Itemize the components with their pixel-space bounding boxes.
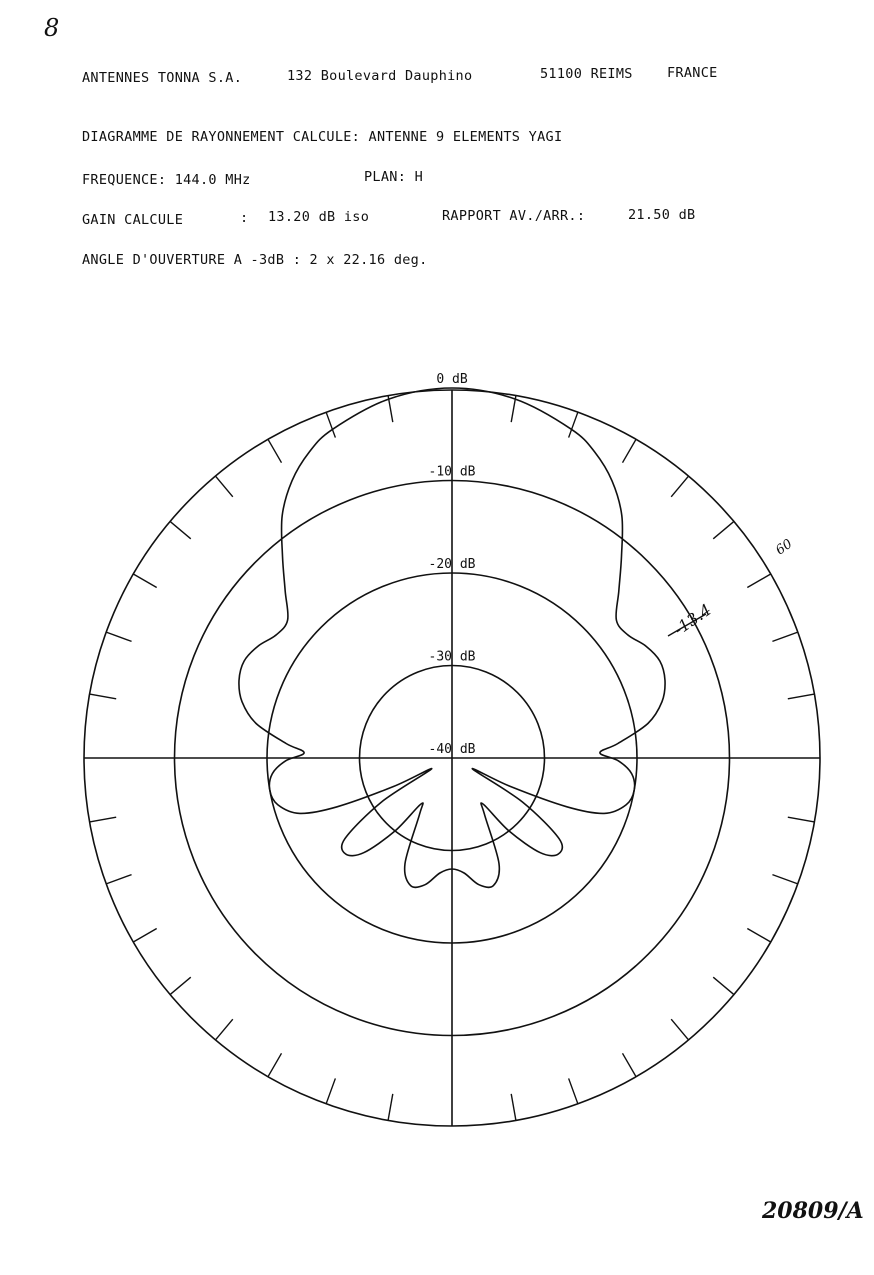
hand-level-note: -13.4 xyxy=(670,599,715,640)
company-country: FRANCE xyxy=(667,65,718,81)
ratio-value: 21.50 dB xyxy=(628,207,696,223)
gain-label: GAIN CALCULE xyxy=(82,212,184,228)
company-name: ANTENNES TONNA S.A. xyxy=(82,70,243,86)
beamwidth-text: ANGLE D'OUVERTURE A -3dB : 2 x 22.16 deg. xyxy=(82,252,428,268)
tick-60 xyxy=(747,574,770,588)
plane-text: PLAN: H xyxy=(364,169,423,185)
tick-210 xyxy=(268,1053,282,1076)
company-address: 132 Boulevard Dauphino xyxy=(287,68,473,84)
ring-label-30: -30 dB xyxy=(428,649,476,665)
company-city: 51100 REIMS xyxy=(540,66,633,82)
tick-190 xyxy=(388,1094,393,1121)
tick-300 xyxy=(133,574,156,588)
gain-separator: : xyxy=(240,210,249,226)
tick-110 xyxy=(772,875,797,884)
tick-310 xyxy=(170,521,191,538)
tick-330 xyxy=(268,439,282,462)
tick-70 xyxy=(772,632,797,641)
frequency-text: FREQUENCE: 144.0 MHz xyxy=(82,172,251,188)
tick-280 xyxy=(90,694,117,699)
tick-150 xyxy=(623,1053,637,1076)
tick-120 xyxy=(747,929,770,943)
tick-220 xyxy=(215,1019,232,1040)
tick-320 xyxy=(215,476,232,497)
reference-number: 20809/A xyxy=(762,1198,864,1224)
tick-290 xyxy=(106,632,131,641)
tick-40 xyxy=(671,476,688,497)
tick-100 xyxy=(788,817,815,822)
ratio-label: RAPPORT AV./ARR.: xyxy=(442,208,586,224)
tick-140 xyxy=(671,1019,688,1040)
tick-240 xyxy=(133,929,156,943)
tick-260 xyxy=(90,817,117,822)
ring-label-0: 0 dB xyxy=(436,372,468,387)
tick-160 xyxy=(569,1078,578,1103)
tick-30 xyxy=(623,439,637,462)
diagram-title: DIAGRAMME DE RAYONNEMENT CALCULE: ANTENNE 9 ELEMENTS YAGI xyxy=(82,129,563,145)
tick-50 xyxy=(713,521,734,538)
tick-80 xyxy=(788,694,815,699)
corner-mark: 8 xyxy=(44,14,60,42)
tick-200 xyxy=(326,1078,335,1103)
tick-130 xyxy=(713,977,734,994)
ring-label-40: -40 dB xyxy=(428,742,476,757)
polar-grid xyxy=(84,390,820,1126)
ring-label-20: -20 dB xyxy=(428,557,476,572)
hand-angle-note: 60 xyxy=(773,536,796,559)
tick-230 xyxy=(170,977,191,994)
tick-250 xyxy=(106,875,131,884)
tick-170 xyxy=(511,1094,516,1121)
gain-value: 13.20 dB iso xyxy=(268,209,370,225)
ring-label-10: -10 dB xyxy=(428,464,476,480)
